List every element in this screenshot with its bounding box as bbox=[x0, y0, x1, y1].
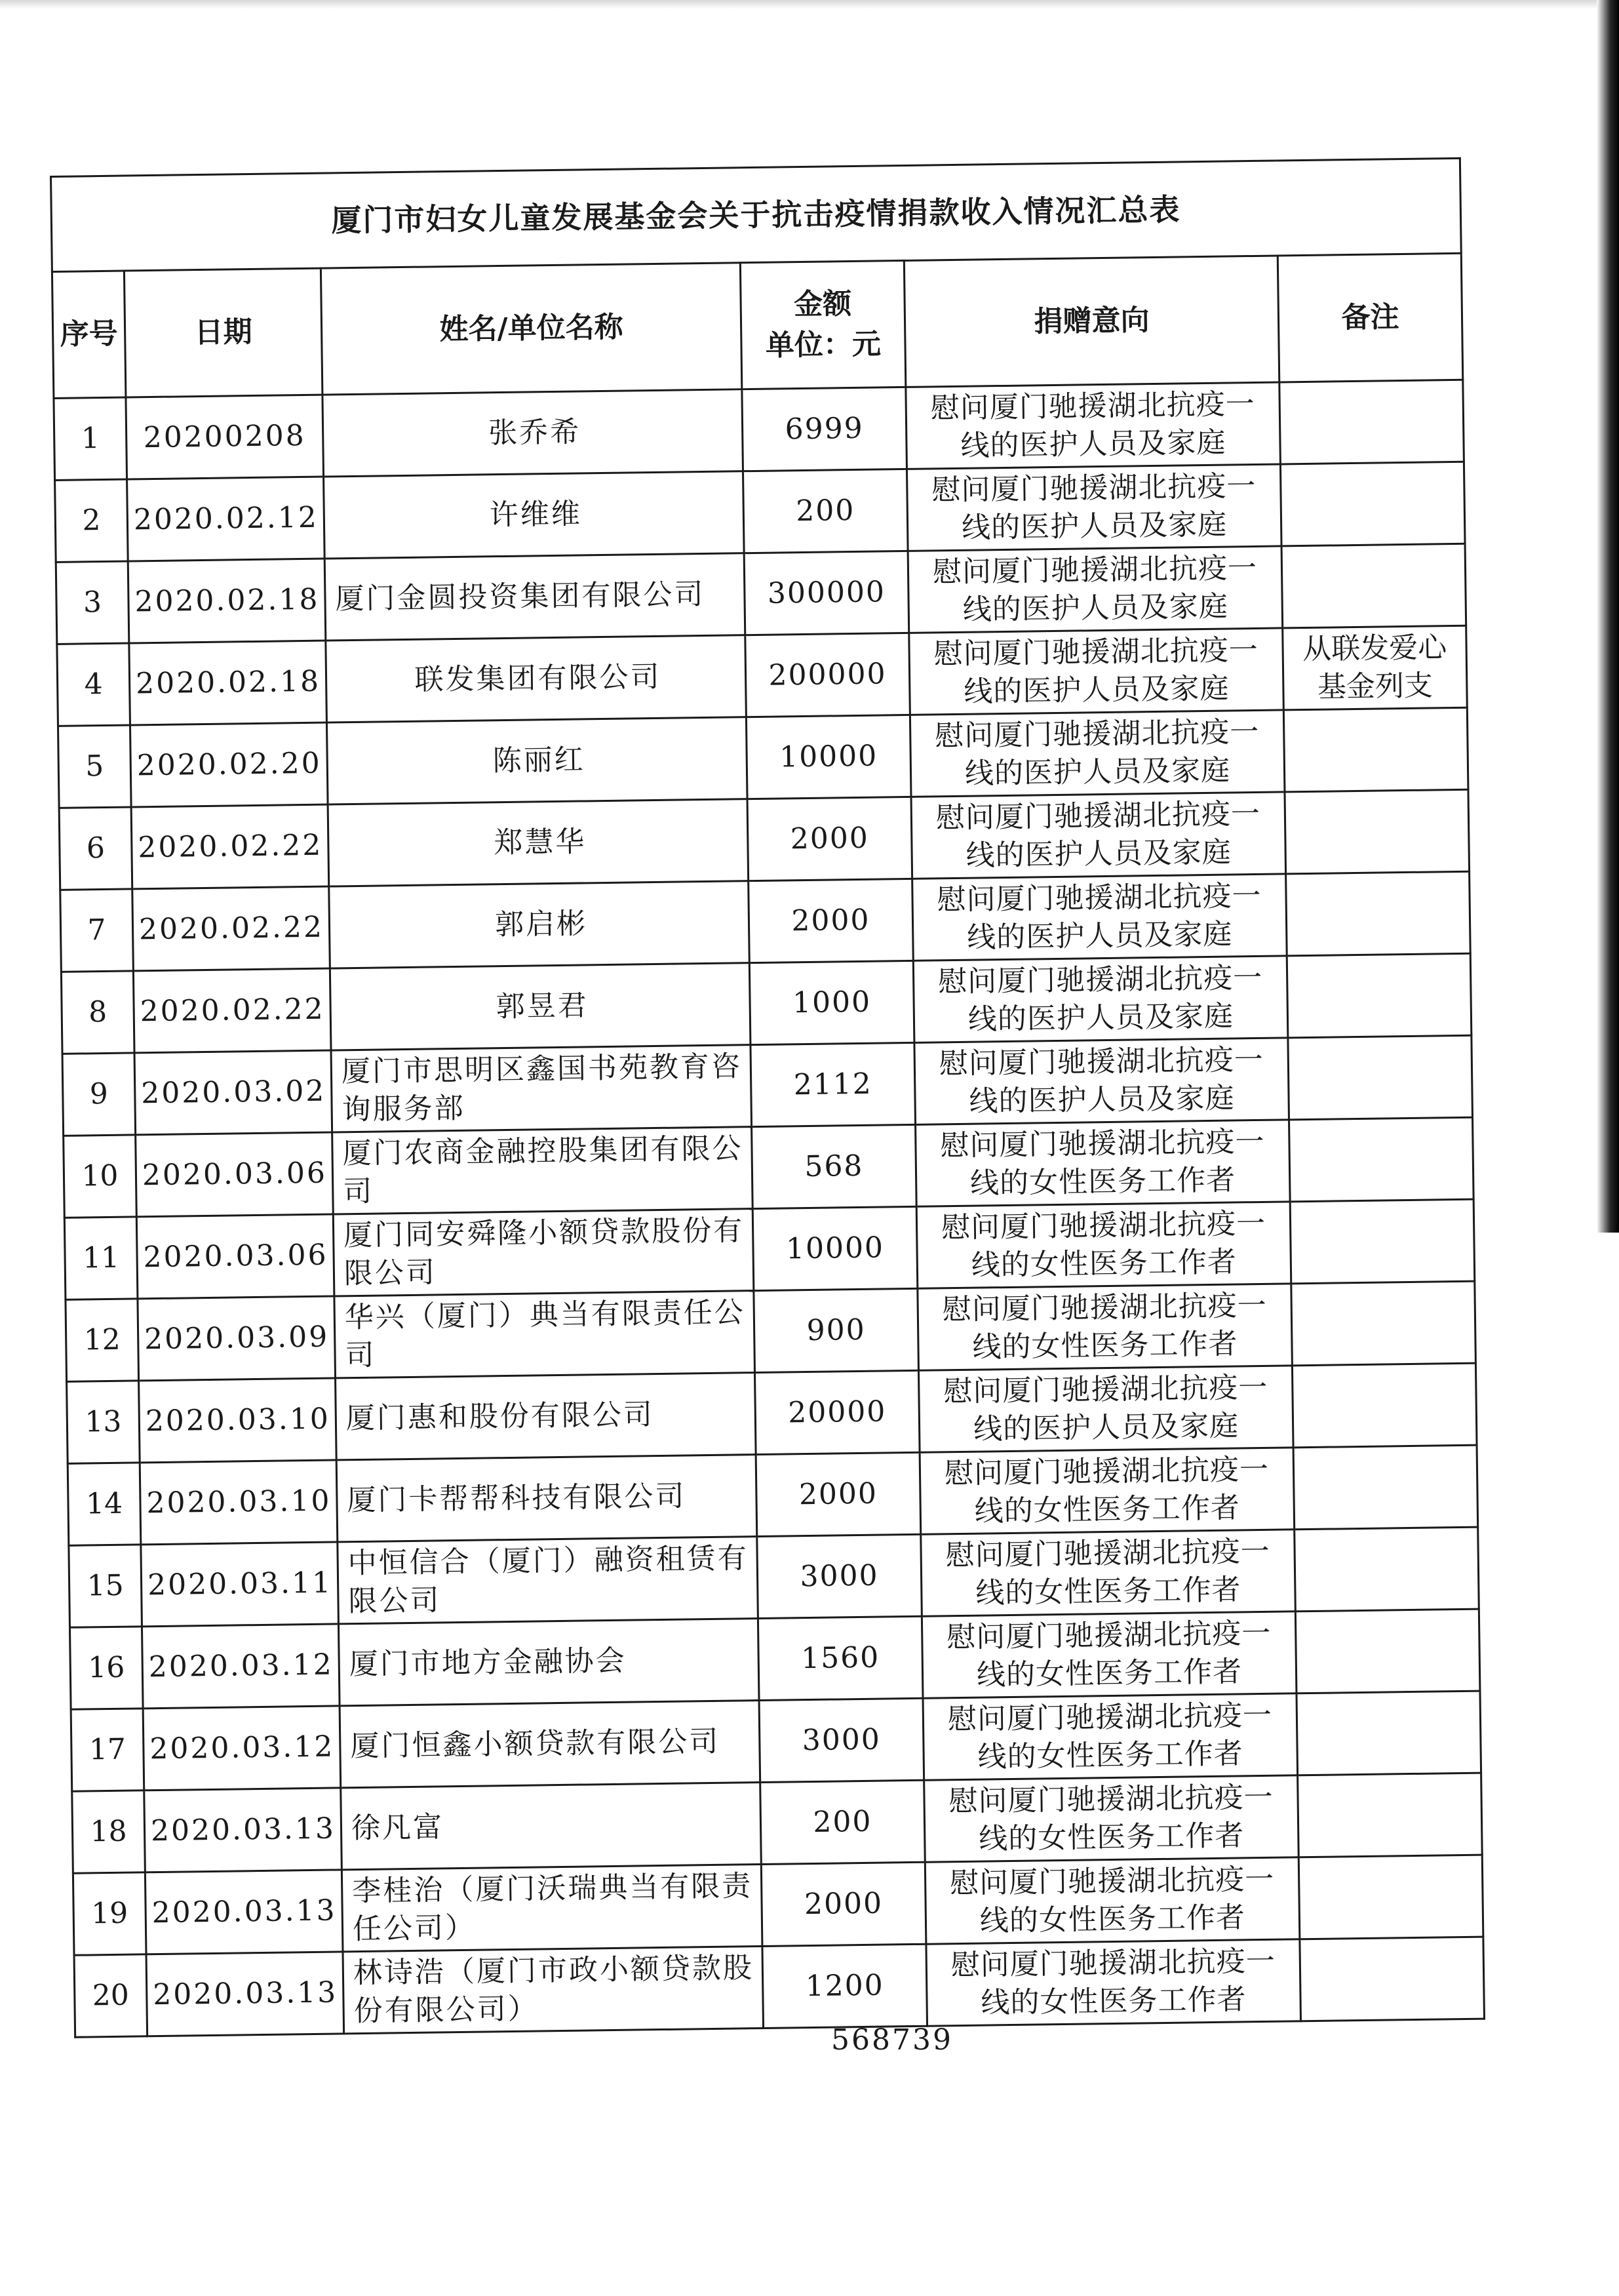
donation-table bbox=[50, 157, 1485, 2038]
row-purpose-line-2: 线的女性医务工作者 bbox=[969, 1163, 1236, 1200]
row-purpose-line-2: 线的医护人员及家庭 bbox=[961, 507, 1228, 545]
row-purpose-line-2: 线的女性医务工作者 bbox=[975, 1573, 1241, 1610]
row-name: 陈丽红 bbox=[326, 717, 747, 804]
row-date: 20200208 bbox=[126, 395, 324, 479]
row-date: 2020.02.22 bbox=[131, 804, 329, 889]
row-purpose-line-1: 慰问厦门驰援湖北抗疫一 bbox=[939, 1042, 1264, 1081]
row-purpose bbox=[924, 1775, 1299, 1862]
row-note-line-2 bbox=[1304, 1814, 1475, 1816]
row-note-line-1 bbox=[1293, 913, 1464, 915]
row-purpose-line-2: 线的女性医务工作者 bbox=[971, 1245, 1238, 1282]
row-purpose bbox=[923, 1693, 1298, 1780]
row-note bbox=[1281, 544, 1466, 628]
row-name: 厦门卡帮帮科技有限公司 bbox=[336, 1455, 757, 1542]
row-purpose bbox=[913, 956, 1288, 1042]
row-date: 2020.03.10 bbox=[139, 1378, 337, 1463]
row-purpose bbox=[916, 1120, 1291, 1206]
row-note-line-2 bbox=[1302, 1650, 1473, 1652]
table-body bbox=[54, 380, 1485, 2037]
header-name: 姓名/单位名称 bbox=[321, 263, 741, 395]
row-amount: 3000 bbox=[759, 1698, 924, 1782]
row-purpose-line-2: 线的医护人员及家庭 bbox=[966, 835, 1232, 873]
row-date: 2020.03.13 bbox=[146, 1952, 344, 2036]
row-index: 10 bbox=[64, 1135, 137, 1217]
row-note-line-1 bbox=[1301, 1568, 1472, 1570]
row-note-line-2 bbox=[1294, 995, 1465, 997]
row-amount: 200000 bbox=[745, 633, 910, 717]
row-index: 15 bbox=[69, 1545, 142, 1627]
row-purpose-line-1: 慰问厦门驰援湖北抗疫一 bbox=[935, 797, 1261, 835]
table-title: 厦门市妇女儿童发展基金会关于抗击疫情捐款收入情况汇总表 bbox=[51, 158, 1462, 271]
row-note bbox=[1290, 1199, 1475, 1284]
header-note: 备注 bbox=[1278, 253, 1463, 382]
row-name: 许维维 bbox=[324, 471, 745, 559]
row-date: 2020.03.12 bbox=[142, 1624, 340, 1709]
row-note-line-1 bbox=[1291, 831, 1462, 833]
row-purpose bbox=[910, 710, 1285, 797]
row-name: 华兴（厦门）典当有限责任公司 bbox=[334, 1291, 755, 1378]
row-purpose-line-1: 慰问厦门驰援湖北抗疫一 bbox=[930, 387, 1256, 426]
row-index: 18 bbox=[72, 1791, 146, 1873]
row-note-line-2 bbox=[1291, 831, 1462, 833]
row-note bbox=[1295, 1527, 1479, 1612]
row-amount: 2000 bbox=[756, 1452, 921, 1536]
row-purpose-line-1: 慰问厦门驰援湖北抗疫一 bbox=[937, 960, 1263, 999]
row-note-line-2 bbox=[1299, 1404, 1470, 1406]
row-date: 2020.02.18 bbox=[128, 559, 326, 643]
row-note-line-2 bbox=[1303, 1732, 1474, 1734]
row-amount: 1000 bbox=[749, 960, 914, 1044]
row-purpose bbox=[918, 1284, 1293, 1370]
row-note-line-1 bbox=[1306, 1978, 1477, 1980]
row-purpose-line-1: 慰问厦门驰援湖北抗疫一 bbox=[937, 879, 1262, 917]
row-amount: 2000 bbox=[749, 879, 914, 962]
row-note-line-2 bbox=[1295, 1077, 1466, 1079]
row-note-line-2 bbox=[1298, 1322, 1469, 1324]
row-note-line-2 bbox=[1288, 585, 1459, 587]
row-name: 厦门农商金融控股集团有限公司 bbox=[332, 1127, 753, 1214]
row-note bbox=[1300, 1937, 1485, 2021]
row-note-line-1 bbox=[1295, 1077, 1466, 1079]
row-note bbox=[1291, 1281, 1476, 1366]
row-name: 中恒信合（厦门）融资租赁有限公司 bbox=[338, 1537, 758, 1624]
row-note-line-2 bbox=[1293, 913, 1464, 915]
row-note-line-2 bbox=[1306, 1978, 1477, 1980]
row-name: 林诗浩（厦门市政小额贷款股份有限公司） bbox=[343, 1947, 764, 2034]
row-amount: 2000 bbox=[747, 797, 912, 881]
total-amount: 568739 bbox=[831, 2023, 953, 2057]
row-note bbox=[1298, 1773, 1483, 1857]
row-note bbox=[1283, 625, 1468, 710]
row-purpose bbox=[918, 1366, 1293, 1452]
row-date: 2020.02.22 bbox=[133, 968, 331, 1053]
row-amount: 2000 bbox=[761, 1862, 926, 1946]
row-purpose bbox=[914, 1038, 1289, 1124]
row-note-line-1 bbox=[1288, 585, 1459, 587]
row-note-line-2 bbox=[1287, 503, 1458, 505]
row-note-line-1 bbox=[1294, 995, 1465, 997]
row-note bbox=[1292, 1363, 1477, 1448]
row-purpose bbox=[907, 464, 1281, 551]
row-index: 1 bbox=[54, 397, 127, 480]
row-name: 张乔希 bbox=[322, 389, 743, 477]
row-index: 11 bbox=[64, 1217, 138, 1299]
row-purpose-line-1: 慰问厦门驰援湖北抗疫一 bbox=[933, 633, 1258, 671]
row-note-line-2 bbox=[1291, 749, 1462, 751]
row-name: 李桂治（厦门沃瑞典当有限责任公司） bbox=[341, 1865, 762, 1952]
row-note bbox=[1288, 1035, 1473, 1120]
row-amount: 2112 bbox=[751, 1042, 916, 1126]
row-purpose bbox=[925, 1857, 1300, 1944]
row-note-line-1 bbox=[1291, 749, 1462, 751]
row-note-line-1 bbox=[1286, 421, 1457, 423]
row-date: 2020.02.18 bbox=[129, 641, 327, 725]
header-purpose: 捐赠意向 bbox=[904, 256, 1279, 387]
row-purpose-line-2: 线的医护人员及家庭 bbox=[960, 426, 1226, 463]
row-note-line-2 bbox=[1297, 1240, 1468, 1242]
row-purpose-line-1: 慰问厦门驰援湖北抗疫一 bbox=[948, 1780, 1274, 1819]
row-purpose-line-1: 慰问厦门驰援湖北抗疫一 bbox=[942, 1288, 1268, 1327]
row-purpose bbox=[922, 1612, 1297, 1698]
row-purpose-line-2: 线的医护人员及家庭 bbox=[964, 671, 1230, 709]
row-name: 厦门金圆投资集团有限公司 bbox=[324, 553, 745, 641]
row-note-line-1 bbox=[1304, 1814, 1475, 1816]
row-purpose-line-2: 线的女性医务工作者 bbox=[981, 1983, 1247, 2020]
row-purpose-line-2: 线的医护人员及家庭 bbox=[973, 1409, 1239, 1446]
scan-shadow-top bbox=[0, 0, 1619, 9]
row-purpose-line-1: 慰问厦门驰援湖北抗疫一 bbox=[940, 1124, 1265, 1163]
row-name: 厦门同安舜隆小额贷款股份有限公司 bbox=[333, 1209, 754, 1296]
row-index: 19 bbox=[73, 1872, 146, 1955]
row-purpose-line-2: 线的医护人员及家庭 bbox=[966, 917, 1233, 955]
row-purpose-line-1: 慰问厦门驰援湖北抗疫一 bbox=[934, 715, 1260, 753]
row-amount: 3000 bbox=[757, 1534, 922, 1618]
row-name: 厦门恒鑫小额贷款有限公司 bbox=[340, 1701, 760, 1788]
row-note bbox=[1286, 871, 1471, 956]
row-note-line-1 bbox=[1299, 1404, 1470, 1406]
row-purpose bbox=[920, 1448, 1295, 1534]
row-note-line-1 bbox=[1302, 1650, 1473, 1652]
row-amount: 200 bbox=[743, 469, 908, 553]
row-purpose bbox=[911, 792, 1286, 879]
row-date: 2020.03.12 bbox=[143, 1706, 341, 1791]
header-amount-label: 金额 bbox=[793, 287, 852, 322]
row-note-line-1 bbox=[1297, 1240, 1468, 1242]
row-purpose-line-2: 线的女性医务工作者 bbox=[974, 1491, 1241, 1528]
row-index: 13 bbox=[67, 1381, 140, 1463]
row-note bbox=[1280, 462, 1465, 546]
row-purpose-line-2: 线的女性医务工作者 bbox=[976, 1655, 1243, 1692]
row-amount: 20000 bbox=[754, 1370, 920, 1454]
row-date: 2020.02.12 bbox=[127, 477, 325, 561]
row-index: 3 bbox=[56, 561, 129, 644]
row-amount: 900 bbox=[754, 1288, 919, 1372]
row-purpose-line-1: 慰问厦门驰援湖北抗疫一 bbox=[932, 551, 1258, 589]
row-note bbox=[1298, 1855, 1483, 1939]
row-date: 2020.03.09 bbox=[138, 1296, 336, 1381]
row-name: 郑慧华 bbox=[328, 799, 749, 886]
row-purpose bbox=[906, 382, 1281, 469]
row-date: 2020.03.11 bbox=[141, 1542, 339, 1627]
row-purpose-line-2: 线的女性医务工作者 bbox=[978, 1819, 1245, 1856]
row-index: 20 bbox=[74, 1954, 147, 2037]
row-purpose-line-2: 线的医护人员及家庭 bbox=[962, 589, 1229, 627]
row-index: 12 bbox=[66, 1299, 139, 1381]
row-note bbox=[1293, 1445, 1478, 1530]
row-date: 2020.03.06 bbox=[136, 1132, 334, 1217]
row-note-line-1 bbox=[1306, 1896, 1477, 1898]
row-purpose-line-1: 慰问厦门驰援湖北抗疫一 bbox=[941, 1206, 1266, 1245]
row-date: 2020.02.20 bbox=[130, 722, 328, 807]
row-amount: 300000 bbox=[744, 551, 909, 635]
row-name: 厦门市地方金融协会 bbox=[338, 1619, 759, 1706]
row-purpose bbox=[926, 1939, 1301, 2026]
row-name: 郭启彬 bbox=[329, 881, 750, 968]
row-note-line-1 bbox=[1296, 1158, 1467, 1160]
header-index: 序号 bbox=[52, 271, 126, 398]
header-amount-unit: 单位：元 bbox=[765, 327, 882, 363]
row-date: 2020.03.13 bbox=[144, 1788, 342, 1872]
row-amount: 6999 bbox=[742, 387, 907, 471]
row-purpose-line-1: 慰问厦门驰援湖北抗疫一 bbox=[949, 1862, 1275, 1901]
row-purpose-line-1: 慰问厦门驰援湖北抗疫一 bbox=[950, 1944, 1276, 1983]
row-purpose-line-1: 慰问厦门驰援湖北抗疫一 bbox=[931, 469, 1257, 507]
row-date: 2020.03.06 bbox=[136, 1214, 334, 1299]
row-index: 2 bbox=[55, 479, 128, 562]
row-note-line-2 bbox=[1306, 1896, 1477, 1898]
donation-summary-sheet bbox=[50, 157, 1483, 2038]
row-note-line-2 bbox=[1301, 1568, 1472, 1570]
header-row bbox=[52, 253, 1462, 398]
scan-shadow-right bbox=[1597, 0, 1619, 1233]
row-date: 2020.03.02 bbox=[134, 1050, 332, 1135]
row-note-line-1 bbox=[1298, 1322, 1469, 1324]
row-index: 9 bbox=[62, 1053, 136, 1136]
row-name: 郭昱君 bbox=[330, 963, 751, 1050]
row-index: 7 bbox=[60, 889, 134, 972]
row-purpose-line-2: 线的女性医务工作者 bbox=[977, 1737, 1243, 1774]
row-name: 厦门市思明区鑫国书苑教育咨询服务部 bbox=[331, 1045, 752, 1132]
row-note-line-1 bbox=[1303, 1732, 1474, 1734]
row-date: 2020.02.22 bbox=[132, 886, 330, 971]
row-name: 联发集团有限公司 bbox=[326, 635, 747, 722]
row-note bbox=[1287, 953, 1472, 1038]
row-amount: 568 bbox=[752, 1124, 917, 1208]
row-date: 2020.03.10 bbox=[140, 1460, 338, 1545]
row-purpose bbox=[909, 628, 1284, 715]
row-index: 5 bbox=[58, 725, 131, 808]
row-note bbox=[1279, 380, 1464, 464]
row-index: 17 bbox=[71, 1709, 144, 1791]
row-index: 4 bbox=[57, 643, 130, 726]
row-amount: 1560 bbox=[758, 1616, 923, 1700]
row-purpose-line-1: 慰问厦门驰援湖北抗疫一 bbox=[945, 1534, 1270, 1573]
row-purpose bbox=[921, 1530, 1296, 1616]
row-amount: 200 bbox=[760, 1780, 926, 1864]
row-purpose bbox=[916, 1202, 1291, 1288]
row-amount: 1200 bbox=[762, 1944, 927, 2028]
row-name: 厦门惠和股份有限公司 bbox=[336, 1373, 756, 1460]
row-purpose-line-2: 线的医护人员及家庭 bbox=[964, 753, 1231, 791]
row-note bbox=[1295, 1609, 1480, 1693]
row-purpose-line-1: 慰问厦门驰援湖北抗疫一 bbox=[943, 1370, 1268, 1409]
row-purpose-line-1: 慰问厦门驰援湖北抗疫一 bbox=[944, 1452, 1270, 1491]
row-index: 14 bbox=[68, 1463, 141, 1545]
row-note-line-2 bbox=[1300, 1486, 1471, 1488]
row-note bbox=[1289, 1117, 1474, 1202]
row-note bbox=[1285, 789, 1470, 874]
row-amount: 10000 bbox=[746, 715, 911, 799]
row-date: 2020.03.13 bbox=[145, 1870, 343, 1954]
row-index: 8 bbox=[61, 971, 134, 1054]
row-note-line-1 bbox=[1287, 503, 1458, 505]
row-name: 徐凡富 bbox=[341, 1783, 762, 1870]
row-note bbox=[1283, 707, 1468, 792]
row-amount: 10000 bbox=[752, 1206, 918, 1290]
header-date: 日期 bbox=[124, 268, 322, 397]
row-note bbox=[1297, 1691, 1481, 1775]
row-purpose-line-2: 线的女性医务工作者 bbox=[979, 1901, 1246, 1938]
row-index: 6 bbox=[59, 807, 132, 890]
row-note-line-1 bbox=[1300, 1486, 1471, 1488]
row-note-line-1: 从联发爱心 bbox=[1302, 631, 1447, 667]
row-purpose-line-2: 线的女性医务工作者 bbox=[972, 1327, 1238, 1364]
row-purpose-line-2: 线的医护人员及家庭 bbox=[967, 999, 1234, 1037]
row-note-line-2 bbox=[1296, 1158, 1467, 1160]
row-purpose-line-1: 慰问厦门驰援湖北抗疫一 bbox=[946, 1616, 1272, 1655]
row-note-line-2: 基金列支 bbox=[1317, 669, 1434, 704]
table-row bbox=[74, 1937, 1485, 2037]
row-purpose-line-2: 线的医护人员及家庭 bbox=[969, 1081, 1235, 1118]
row-purpose bbox=[908, 546, 1283, 633]
row-index: 16 bbox=[69, 1627, 143, 1709]
row-note-line-2 bbox=[1286, 421, 1457, 423]
row-purpose bbox=[912, 874, 1287, 960]
row-purpose-line-1: 慰问厦门驰援湖北抗疫一 bbox=[947, 1698, 1273, 1737]
header-amount bbox=[740, 260, 906, 389]
